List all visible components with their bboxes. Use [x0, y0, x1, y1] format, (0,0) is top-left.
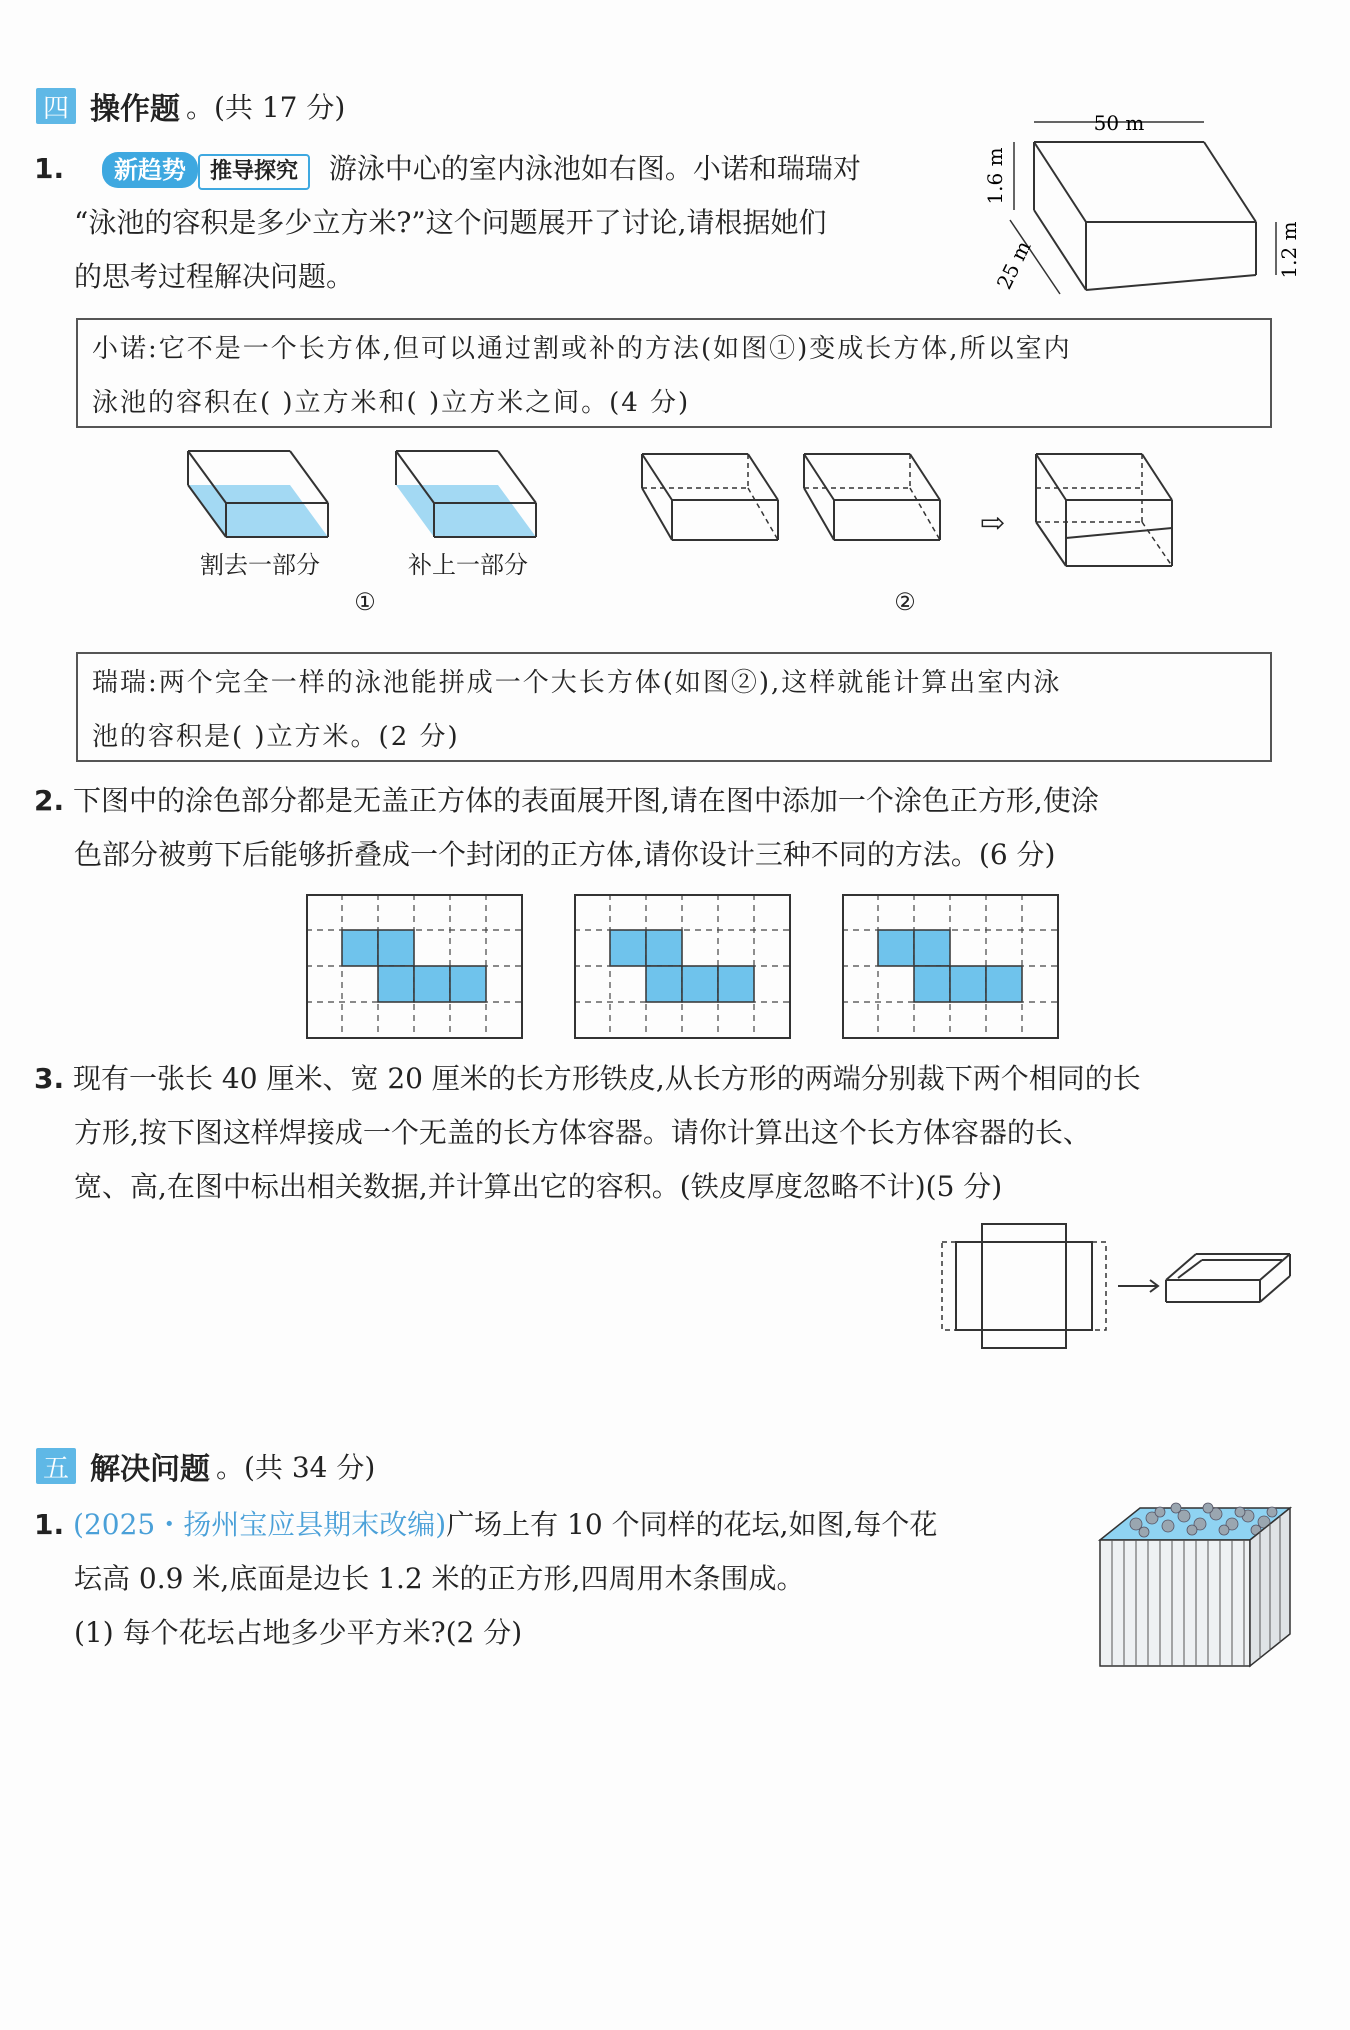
two-pools-figure	[636, 448, 956, 548]
new-trend-tag: 新趋势	[102, 152, 198, 188]
s4-q3-line1	[34, 1052, 1141, 1106]
s4-q3-text1: 现有一张长 40 厘米、宽 20 厘米的长方形铁皮,从长方形的两端分别裁下两个相同的长	[73, 1062, 1141, 1095]
xiaonuo-line1: 小诺:它不是一个长方体,但可以通过割或补的方法(如图①)变成长方体,所以室内	[92, 334, 1072, 364]
pool-shallow-label: 1.2 m	[1277, 221, 1301, 279]
combine-arrow-icon: ⇨	[980, 506, 1006, 541]
s4-q1-text1: 游泳中心的室内泳池如右图。小诺和瑞瑞对	[328, 152, 861, 185]
s4-q2-line1	[34, 774, 1099, 828]
xiaonuo-line2: 泳池的容积在( )立方米和( )立方米之间。(4 分)	[92, 388, 691, 418]
pool-width-label: 25 m	[991, 236, 1036, 294]
section-4-heading	[36, 84, 345, 128]
ruirui-box	[76, 652, 1272, 762]
s4-q3-line2: 方形,按下图这样焊接成一个无盖的长方体容器。请你计算出这个长方体容器的长、	[74, 1116, 1091, 1149]
s4-q1-line1	[34, 142, 861, 196]
pool-diagram	[980, 110, 1310, 300]
section-5-score: 。(共 34 分)	[216, 1451, 376, 1484]
sheet-to-box-figure	[936, 1222, 1296, 1352]
net-grid-1[interactable]	[306, 894, 526, 1040]
figure-1-mark: ①	[354, 588, 376, 616]
s5-q1-line1	[34, 1498, 937, 1552]
cut-figure	[180, 445, 340, 545]
pool-length-label: 50 m	[1093, 111, 1145, 135]
s5-q1-text1: 广场上有 10 个同样的花坛,如图,每个花	[446, 1508, 938, 1541]
section-4-title: 操作题	[90, 92, 180, 127]
s4-q2-number: 2.	[34, 784, 65, 817]
cut-caption: 割去一部分	[200, 551, 320, 579]
pool-deep-label: 1.6 m	[983, 147, 1007, 205]
derivation-tag: 推导探究	[198, 154, 310, 190]
xiaonuo-box	[76, 318, 1272, 428]
s4-q2-line2: 色部分被剪下后能够折叠成一个封闭的正方体,请你设计三种不同的方法。(6 分)	[74, 838, 1056, 871]
section-5-title: 解决问题	[90, 1452, 210, 1487]
s5-q1-source: (2025・扬州宝应县期末改编)	[73, 1508, 447, 1541]
flower-bed-figure	[1096, 1500, 1296, 1670]
net-grid-3[interactable]	[842, 894, 1062, 1040]
net-grid-2[interactable]	[574, 894, 794, 1040]
s4-q3-line3: 宽、高,在图中标出相关数据,并计算出它的容积。(铁皮厚度忽略不计)(5 分)	[74, 1170, 1003, 1203]
ruirui-line1: 瑞瑞:两个完全一样的泳池能拼成一个大长方体(如图②),这样就能计算出室内泳	[92, 668, 1062, 698]
s4-q1-line3: 的思考过程解决问题。	[74, 260, 355, 293]
s5-q1-sub1: (1) 每个花坛占地多少平方米?(2 分)	[74, 1616, 523, 1649]
section-4-badge: 四	[36, 88, 76, 124]
ruirui-line2: 池的容积是( )立方米。(2 分)	[92, 722, 460, 752]
s5-q1-number: 1.	[34, 1508, 65, 1541]
add-figure	[388, 445, 548, 545]
add-caption: 补上一部分	[408, 551, 528, 579]
s4-q1-line2: “泳池的容积是多少立方米?”这个问题展开了讨论,请根据她们	[74, 206, 827, 239]
s5-q1-line2: 坛高 0.9 米,底面是边长 1.2 米的正方形,四周用木条围成。	[74, 1562, 805, 1595]
section-5-heading	[36, 1444, 375, 1488]
section-4-score: 。(共 17 分)	[186, 91, 346, 124]
section-5-badge: 五	[36, 1448, 76, 1484]
s4-q1-number: 1.	[34, 152, 65, 185]
s4-q2-text1: 下图中的涂色部分都是无盖正方体的表面展开图,请在图中添加一个涂色正方形,使涂	[73, 784, 1099, 817]
figure-2-mark: ②	[894, 588, 916, 616]
s4-q3-number: 3.	[34, 1062, 65, 1095]
combined-box-figure	[1030, 448, 1190, 568]
